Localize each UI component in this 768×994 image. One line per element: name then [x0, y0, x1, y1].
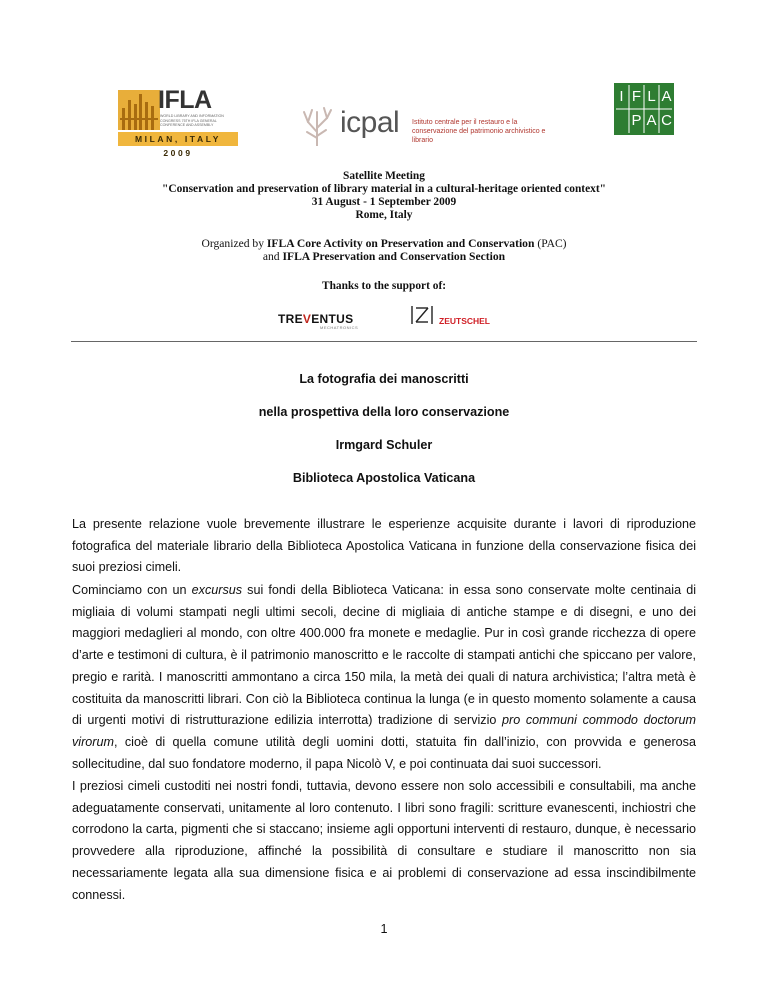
organizer-line-2 — [0, 251, 768, 264]
ifla-logo-band: MILAN, ITALY 2009 — [118, 132, 238, 146]
meeting-label: Satellite Meeting — [343, 170, 425, 182]
treventus-sub: MECHATRONICS — [320, 325, 359, 330]
paper-title-line-2: nella prospettiva della loro conservazione — [258, 405, 510, 419]
paragraph-2 — [72, 580, 696, 775]
meeting-place: Rome, Italy — [355, 209, 413, 221]
treventus-pre: TRE — [278, 312, 303, 326]
p2-text-a: Cominciamo con un — [72, 583, 192, 597]
support-label: Thanks to the support of: — [321, 280, 447, 292]
pac-letter: C — [661, 112, 672, 129]
pac-letter: A — [646, 112, 657, 129]
header-divider — [71, 341, 697, 342]
ifla-logo-caption: WORLD LIBRARY AND INFORMATION CONGRESS 75TH IFLA GENERAL CONFERENCE AND ASSEMBLY — [160, 114, 224, 128]
organizer-2: IFLA Preservation and Conservation Section — [282, 250, 506, 263]
pac-letter: A — [661, 88, 672, 105]
milan-cathedral-icon — [118, 90, 160, 130]
organizer-and: and — [262, 250, 283, 263]
pac-letter: I — [619, 88, 624, 105]
paragraph-3: I preziosi cimeli custoditi nei nostri fondi, tuttavia, devono essere non solo accessibili e consultabili, ma anche adeguatamente conservati, unitamente al loro contenuto. I libri sono fragili: scritture evanescenti, inchiostri che corrodono la carta, pigmenti che si staccano; insieme agli opportuni interventi di restauro, dunque, è necessario provvedere alla riproduzione, affinché la possibilità di consultare e studiare il manoscritto non sia necessariamente legata alla sua dimensione fisica e ai problemi di conservazione ad essa inscindibilmente connessi. — [72, 779, 696, 902]
organizer-1: IFLA Core Activity on Preservation and Conservation — [266, 237, 535, 250]
icpal-logo-subtitle: Istituto centrale per il restauro e la conservazione del patrimonio archivistico e librario — [412, 119, 546, 144]
page-number: 1 — [380, 922, 388, 936]
organized-prefix: Organized by — [201, 237, 267, 250]
zeutschel-logo — [410, 305, 500, 327]
treventus-v: V — [302, 312, 312, 326]
organizer-line-1 — [0, 238, 768, 251]
ifla-logo-word: IFLA — [158, 86, 212, 114]
icpal-logo-word: icpal — [340, 106, 400, 139]
p2-italic-latin: pro communi commodo doctorum virorum — [72, 713, 696, 749]
paper-author: Irmgard Schuler — [335, 438, 433, 452]
p2-italic-excursus: excursus — [191, 583, 243, 597]
treventus-logo — [278, 312, 358, 328]
paper-title-line-1: La fotografia dei manoscritti — [299, 372, 469, 386]
meeting-dates: 31 August - 1 September 2009 — [311, 196, 457, 208]
ifla-congress-logo — [118, 86, 238, 158]
p2-text-b: sui fondi della Biblioteca Vaticana: in essa sono conservate molte centinaia di migliaia di volumi stampati negli ultimi secoli, decine di migliaia di antiche stampe e di disegni, e uno dei maggiori medaglieri al mondo, con oltre 400.000 fra monete e medaglie. Pur in così grande ricchezza di opere d’arte e testimoni di cultura, è il patrimonio manoscritto e le raccolte di stampati antichi che spiccano per valore, pregio e rarità. I manoscritti ammontano a circa 150 mila, la metà dei quali di natura archivistica; l’altra metà è costituita da manoscritti librari. Con ciò la Biblioteca continua la lunga (e in questo momento solamente a causa di urgenti motivi di ristrutturazione edilizia interrotta) tradizione di servizio — [72, 583, 696, 728]
p2-text-c: , cioè di quella comune utilità degli uomini dotti, statuita fin dall’inizio, con provvida e generosa sollecitudine, dal suo fondatore moderno, il papa Nicolò V, e poi continuata dai suoi successori. — [72, 734, 696, 771]
meeting-theme: "Conservation and preservation of library material in a cultural-heritage oriented context" — [162, 183, 606, 195]
paper-affiliation: Biblioteca Apostolica Vaticana — [292, 471, 476, 485]
zeutschel-word: ZEUTSCHEL — [439, 316, 490, 326]
pac-letter: L — [647, 88, 656, 105]
ifla-pac-logo — [614, 83, 674, 135]
zeutschel-mark-icon — [410, 305, 434, 325]
pac-letter: P — [631, 112, 642, 129]
coral-tree-icon — [300, 104, 334, 146]
organizer-1-suffix: (PAC) — [534, 237, 567, 250]
pac-letter: F — [631, 88, 642, 105]
treventus-post: ENTUS — [311, 312, 354, 326]
paragraph-1: La presente relazione vuole brevemente illustrare le esperienze acquisite durante i lavori di riproduzione fotografica del materiale librario della Biblioteca Apostolica Vaticana in funzione della conservazione fisica dei suoi preziosi cimeli. — [72, 517, 696, 575]
icpal-logo — [300, 104, 550, 146]
